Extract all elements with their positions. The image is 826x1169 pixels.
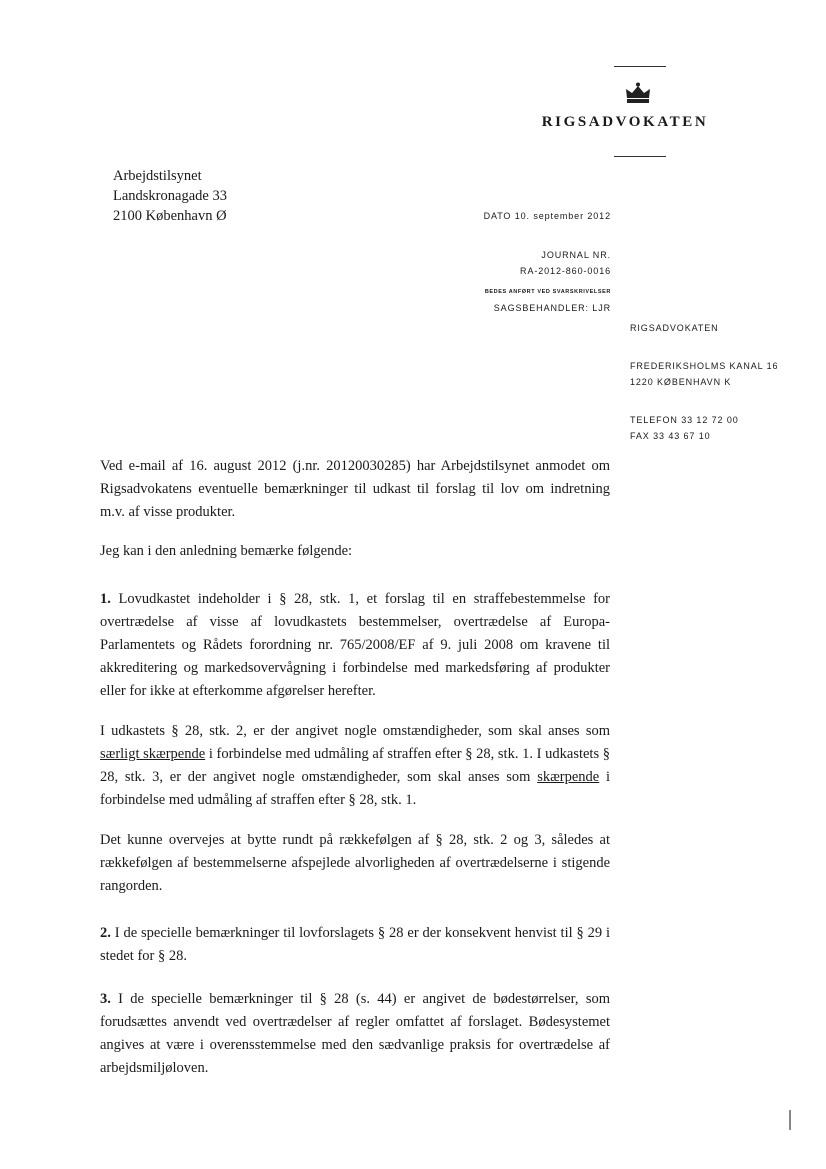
point-1-number: 1. [100,591,111,607]
aggravating-paragraph [100,720,610,812]
order-text: Det kunne overvejes at bytte rundt på rækkefølgen af § 28, stk. 2 og 3, således at rækkefølgen af bestemmelserne afspejlede alvorligheden af overtrædelserne i stigende rangorden. [100,832,610,894]
underlined-term-1: særligt skærpende [100,746,206,762]
letterhead-bottom-rule [614,156,666,157]
letterhead-top-rule [614,66,666,67]
case-officer: SAGSBEHANDLER: LJR [493,303,611,313]
intro-paragraph [100,455,610,524]
aggravating-text-c: i forbindelse med udmåling af straffen efter § 28, stk. 1. [100,769,610,808]
underlined-term-2: skærpende [537,769,600,785]
point-2-paragraph [100,922,610,968]
point-3-number: 3. [100,991,111,1007]
point-2-number: 2. [100,925,111,941]
point-3-text: I de specielle bemærkninger til § 28 (s. 44) er angivet de bødestørrelser, som forudsættes anvendt ved overtrædelser af regler omfattet af forslaget. Bødesystemet angives at være i overensstemmelse med den sædvanlige praksis for overtrædelse af arbejdsmiljøloven. [100,991,610,1076]
recipient-address [113,166,227,226]
organization-name: RIGSADVOKATEN [541,114,709,130]
sender-name: RIGSADVOKATEN [630,323,719,333]
aggravating-text-a: I udkastets § 28, stk. 2, er der angivet nogle omstændigheder, som skal anses som [100,723,610,739]
recipient-name: Arbejdstilsynet [113,168,202,184]
point-2-text: I de specielle bemærkninger til lovforslagets § 28 er der konsekvent henvist til § 29 i stedet for § 28. [100,925,611,964]
order-paragraph [100,829,610,898]
sender-city: 1220 KØBENHAVN K [630,377,732,387]
journal-label: JOURNAL NR. [541,250,611,260]
crown-icon [624,82,652,106]
point-3-paragraph [100,988,610,1080]
scan-edge-mark [789,1110,791,1130]
recipient-street: Landskronagade 33 [113,188,227,204]
reference-note: BEDES ANFØRT VED SVARSKRIVELSER [484,289,611,295]
sender-phone: TELEFON 33 12 72 00 [630,415,739,425]
recipient-city: 2100 København Ø [113,208,227,224]
intro-text: Ved e-mail af 16. august 2012 (j.nr. 20120030285) har Arbejdstilsynet anmodet om Rigsadvokatens eventuelle bemærkninger til udkast til forslag til lov om indretning m.v. af visse produkter. [100,458,610,520]
letter-date: DATO 10. september 2012 [483,211,611,221]
lead-paragraph [100,540,610,563]
point-1-text: Lovudkastet indeholder i § 28, stk. 1, et forslag til en straffebestemmelse for overtrædelse af visse af lovudkastets bestemmelser, overtrædelse af Europa-Parlamentets og Rådets forordning nr. 765/2008/EF af 9. juli 2008 om kravene til akkreditering og markedsovervågning i forbindelse med markedsføring af produkter eller for ikke at efterkomme afgørelser herefter. [100,591,610,699]
sender-street: FREDERIKSHOLMS KANAL 16 [630,361,779,371]
lead-text: Jeg kan i den anledning bemærke følgende: [100,543,353,559]
journal-number: RA-2012-860-0016 [520,266,611,276]
aggravating-text-b: i forbindelse med udmåling af straffen efter § 28, stk. 1. I udkastets § 28, stk. 3, er der angivet nogle omstændigheder, som skal anses som [100,746,611,785]
sender-fax: FAX 33 43 67 10 [630,431,711,441]
point-1-paragraph [100,588,610,703]
